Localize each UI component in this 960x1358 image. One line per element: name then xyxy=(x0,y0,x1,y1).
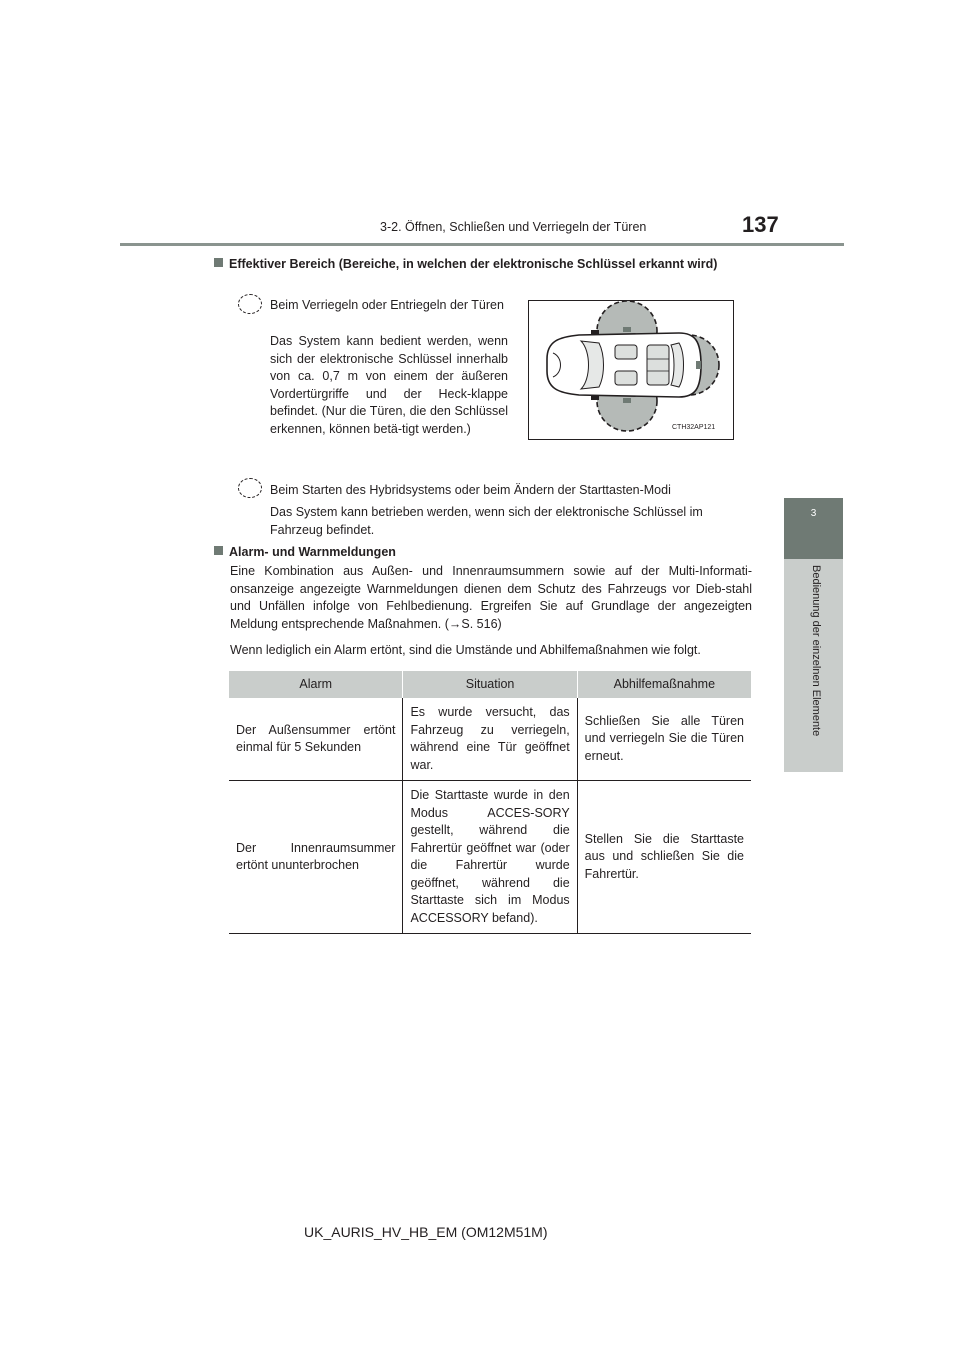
zone1-body: Das System kann bedient werden, wenn sich der elektronische Schlüssel innerhalb von ca. 0,7 m von einem der äußeren Vordertürgriffe und der Heck-klappe befindet. (Nur die Türen, die den Schlüssel erkennen, können betä-tigt werden.) xyxy=(270,334,508,436)
section2-heading xyxy=(214,545,396,559)
chapter-label: Bedienung der einzelnen Elemente xyxy=(810,565,822,737)
table-header-row xyxy=(229,671,751,698)
section2-note: Wenn lediglich ein Alarm ertönt, sind die Umstände und Abhilfemaßnahmen wie folgt. xyxy=(230,643,701,657)
alarm-table xyxy=(229,671,751,934)
table-row xyxy=(229,781,751,934)
dashed-circle-icon xyxy=(238,294,262,314)
table-cell: Der Außensummer ertönt einmal für 5 Sekunden xyxy=(229,698,403,781)
zone2-body: Das System kann betrieben werden, wenn sich der elektronische Schlüssel im Fahrzeug befindet. xyxy=(270,505,703,537)
section1-heading-text: Effektiver Bereich (Bereiche, in welchen der elektronische Schlüssel erkannt wird) xyxy=(229,257,718,271)
table-row xyxy=(229,698,751,781)
car-top-view-icon xyxy=(529,301,733,439)
header-rule xyxy=(120,243,844,246)
zone1-title: Beim Verriegeln oder Entriegeln der Türen xyxy=(270,298,504,312)
key-range-figure xyxy=(528,300,734,440)
table-header-remedy: Abhilfemaßnahme xyxy=(577,671,751,698)
table-cell: Die Starttaste wurde in den Modus ACCES-SORY gestellt, während die Fahrertür geöffnet war (oder die Fahrertür wurde geöffnet, während die Starttaste sich im Modus ACCESSORY befand). xyxy=(403,781,577,934)
section2-heading-text: Alarm- und Warnmeldungen xyxy=(229,545,396,559)
page-number: 137 xyxy=(742,212,779,237)
section1-heading xyxy=(214,255,752,273)
table-header-alarm: Alarm xyxy=(229,671,403,698)
table-cell: Stellen Sie die Starttaste aus und schließen Sie die Fahrertür. xyxy=(577,781,751,934)
section2-body: Eine Kombination aus Außen- und Innenraumsummern sowie auf der Multi-Informati-onsanzeige angezeigte Warnmeldungen dienen dem Schutz des Fahrzeugs vor Dieb-stahl und Unfällen infolge von Fehlbedienung. Ergreifen Sie auf Grundlage der angezeigten Meldung entsprechende Maßnahmen. (→S. 516) xyxy=(230,564,752,631)
table-header-situation: Situation xyxy=(403,671,577,698)
bullet-square-icon xyxy=(214,258,223,267)
table-cell: Der Innenraumsummer ertönt ununterbrochen xyxy=(229,781,403,934)
figure-label: CTH32AP121 xyxy=(672,424,716,431)
bullet-square-icon xyxy=(214,546,223,555)
section-title: 3-2. Öffnen, Schließen und Verriegeln der Türen xyxy=(380,220,647,234)
doc-id: UK_AURIS_HV_HB_EM (OM12M51M) xyxy=(304,1224,548,1240)
chapter-number: 3 xyxy=(810,508,817,519)
zone2-title: Beim Starten des Hybridsystems oder beim Ändern der Starttasten-Modi xyxy=(270,483,671,497)
table-cell: Schließen Sie alle Türen und verriegeln Sie die Türen erneut. xyxy=(577,698,751,781)
dashed-circle-icon xyxy=(238,478,262,498)
table-cell: Es wurde versucht, das Fahrzeug zu verriegeln, während eine Tür geöffnet war. xyxy=(403,698,577,781)
